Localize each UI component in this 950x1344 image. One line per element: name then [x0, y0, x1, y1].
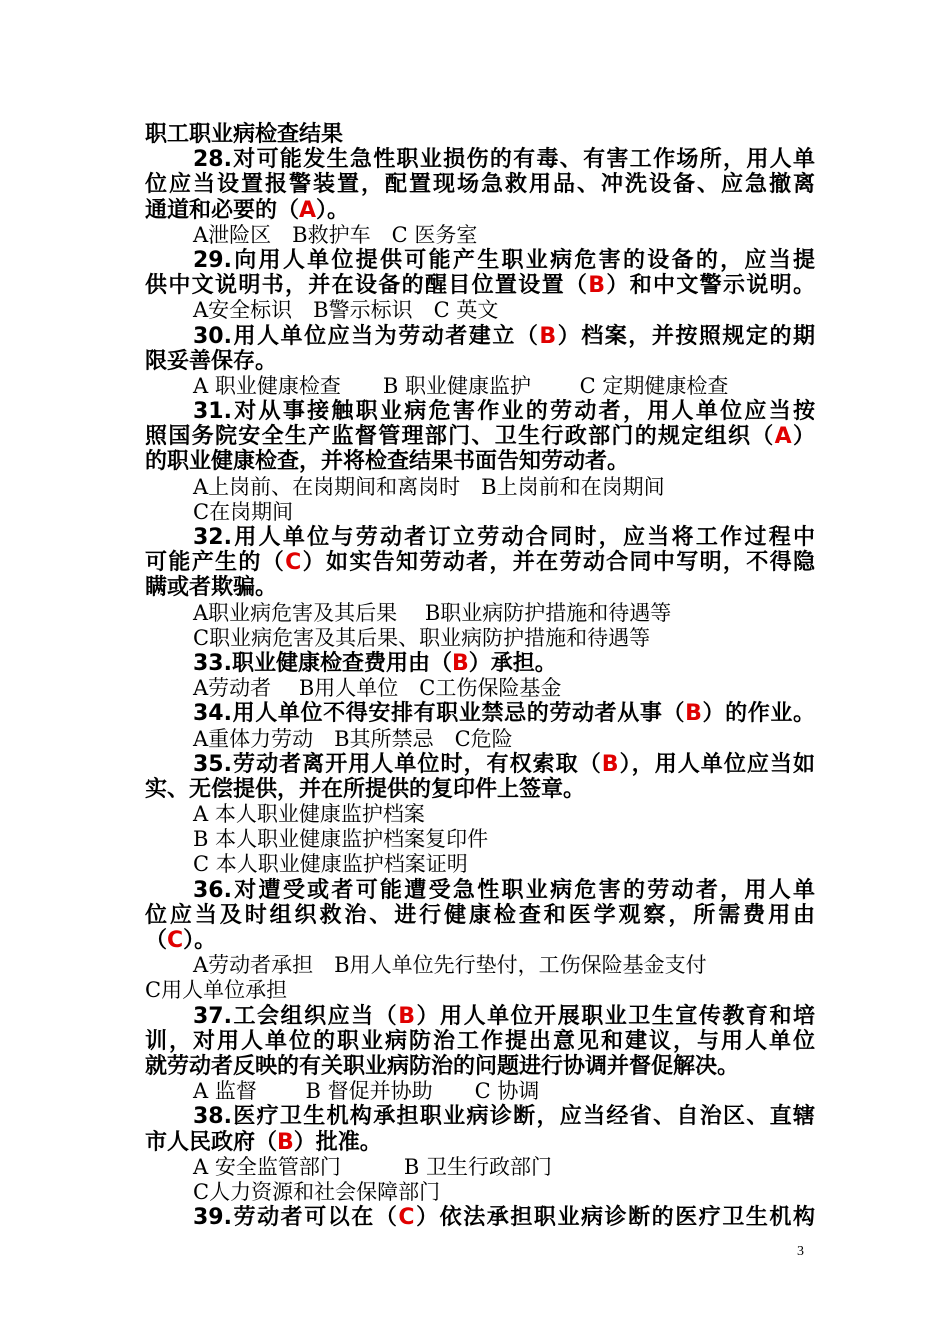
question-line: 32.用人单位与劳动者订立劳动合同时，应当将工作过程中: [193, 525, 815, 550]
line-text-before: 通道和必要的（: [145, 197, 300, 223]
question-line: 瞒或者欺骗。: [145, 575, 278, 601]
answer-letter: B: [588, 273, 606, 299]
question-line: 限妥善保存。: [145, 348, 278, 374]
option-line: A 本人职业健康监护档案: [193, 802, 425, 827]
question-line: [145, 651, 815, 676]
line-text-before: 34.用人单位不得安排有职业禁忌的劳动者从事（: [193, 701, 686, 727]
line-text-after: ）。: [183, 928, 217, 953]
question-line: 实、无偿提供，并在所提供的复印件上签章。: [145, 776, 586, 802]
question-line: [145, 752, 815, 777]
option-line: A 职业健康检查 B 职业健康监护 C 定期健康检查: [193, 373, 729, 398]
option-line: C在岗期间: [193, 499, 294, 524]
option-line: A职业病危害及其后果 B职业病防护措施和待遇等: [193, 600, 672, 625]
option-line: A劳动者 B用人单位 C工伤保险基金: [193, 676, 562, 701]
answer-letter: C: [398, 1205, 415, 1231]
question-line: [145, 701, 815, 726]
question-line: 职工职业病检查结果: [145, 122, 344, 147]
answer-letter: B: [277, 1129, 294, 1155]
question-line: 36.对遭受或者可能遭受急性职业病危害的劳动者，用人单: [193, 877, 815, 903]
option-line: C用人单位承担: [145, 978, 288, 1003]
question-line: 28.对可能发生急性职业损伤的有毒、有害工作场所，用人单: [193, 147, 815, 173]
option-line: C人力资源和社会保障部门: [193, 1179, 441, 1204]
line-text-after: ）依法承担职业病诊断的医疗卫生机构: [414, 1205, 815, 1231]
question-line: [145, 928, 815, 953]
line-text-before: 市人民政府（: [145, 1129, 278, 1155]
line-text-after: ）的作业。: [701, 701, 815, 727]
option-line: A 监督 B 督促并协助 C 协调: [193, 1079, 540, 1104]
answer-letter: B: [398, 1003, 415, 1029]
option-line: A上岗前、在岗期间和离岗时 B上岗前和在岗期间: [193, 474, 665, 499]
question-line: 的职业健康检查，并将检查结果书面告知劳动者。: [145, 449, 630, 475]
answer-letter: C: [285, 550, 302, 576]
line-text-after: ）。: [316, 197, 350, 223]
line-text-before: 可能产生的（: [145, 550, 286, 576]
option-line: B 本人职业健康监护档案复印件: [193, 827, 489, 852]
answer-letter: B: [539, 323, 557, 349]
page-number: 3: [797, 1244, 804, 1259]
question-line: 位应当及时组织救治、进行健康检查和医学观察，所需费用由: [145, 902, 815, 928]
line-text-before: 照国务院安全生产监督管理部门、卫生行政部门的规定组织（: [145, 424, 775, 450]
question-line: [145, 1205, 815, 1230]
line-text-before: 35.劳动者离开用人单位时，有权索取（: [193, 751, 602, 777]
question-line: 31.对从事接触职业病危害作业的劳动者，用人单位应当按: [193, 399, 815, 425]
question-line: [145, 198, 815, 223]
line-text-before: 39.劳动者可以在（: [193, 1205, 399, 1231]
line-text-after: ）: [791, 424, 815, 450]
question-line: 训，对用人单位的职业病防治工作提出意见和建议，与用人单位: [145, 1028, 815, 1054]
option-line: C 本人职业健康监护档案证明: [193, 852, 468, 877]
question-line: [145, 1130, 815, 1155]
question-line: [145, 324, 815, 349]
option-line: A 安全监管部门 B 卫生行政部门: [193, 1154, 552, 1179]
line-text-before: 37.工会组织应当（: [193, 1003, 399, 1029]
line-text-before: 供中文说明书，并在设备的醒目位置设置（: [145, 273, 589, 299]
answer-letter: B: [685, 701, 702, 727]
line-text-after: ）承担。: [468, 650, 557, 676]
line-text-after: ），用人单位应当如: [618, 751, 815, 777]
option-line: A泄险区 B救护车 C 医务室: [193, 222, 478, 247]
answer-letter: B: [601, 751, 619, 777]
line-text-before: （: [145, 928, 168, 953]
question-line: 位应当设置报警装置，配置现场急救用品、冲洗设备、应急撤离: [145, 172, 815, 198]
question-line: [145, 273, 815, 298]
line-text-after: ）和中文警示说明。: [605, 273, 815, 299]
question-line: [145, 550, 815, 575]
option-line: C职业病危害及其后果、职业病防护措施和待遇等: [193, 625, 651, 650]
document-body: [145, 122, 815, 1230]
question-line: 就劳动者反映的有关职业病防治的问题进行协调并督促解决。: [145, 1053, 740, 1079]
option-line: A劳动者承担 B用人单位先行垫付，工伤保险基金支付: [193, 953, 707, 978]
answer-letter: A: [299, 197, 317, 223]
option-line: A重体力劳动 B其所禁忌 C危险: [193, 726, 513, 751]
option-line: A安全标识 B警示标识 C 英文: [193, 298, 499, 323]
line-text-after: ）档案，并按照规定的期: [556, 323, 815, 349]
answer-letter: A: [774, 424, 792, 450]
line-text-after: ）用人单位开展职业卫生宣传教育和培: [415, 1003, 815, 1029]
answer-letter: C: [167, 928, 184, 953]
answer-letter: B: [451, 650, 469, 676]
question-line: 38.医疗卫生机构承担职业病诊断，应当经省、自治区、直辖: [193, 1104, 815, 1130]
line-text-after: ）如实告知劳动者，并在劳动合同中写明，不得隐: [301, 550, 815, 576]
question-line: [145, 1004, 815, 1029]
question-line: [145, 424, 815, 449]
line-text-before: 30.用人单位应当为劳动者建立（: [193, 323, 540, 349]
line-text-after: ）批准。: [293, 1129, 382, 1155]
line-text-before: 33.职业健康检查费用由（: [193, 650, 452, 676]
question-line: 29.向用人单位提供可能产生职业病危害的设备的，应当提: [193, 247, 815, 273]
